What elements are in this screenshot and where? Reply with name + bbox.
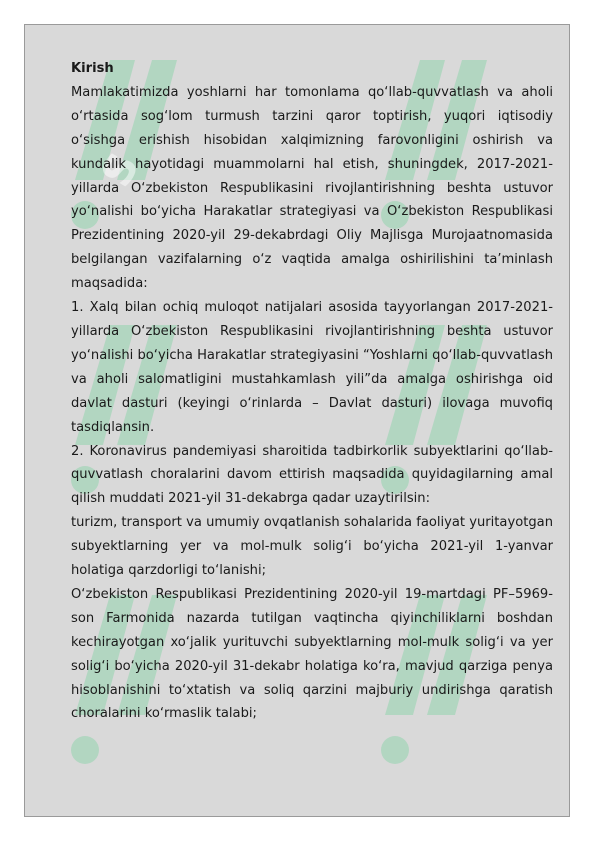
paragraph-decree: O‘zbekiston Respublikasi Prezidentining 2020-yil 19-martdagi PF–5969-son Farmonida nazarda tutilgan vaqtincha qiyinchiliklarni boshdan kechirayotgan xo‘jalik yurituvchi subyektlarning mol-mulk solig‘i va yer solig‘i bo‘yicha 2020-yil 31-dekabr holatiga ko‘ra, mavjud qarziga penya hisoblanishini to‘xtatish va soliq qarzini majburiy undirishga qaratish choralarini ko‘rmaslik talabi;: [71, 586, 553, 722]
document-body: [71, 57, 553, 726]
section-heading: Kirish: [71, 61, 114, 76]
document-page: [24, 24, 570, 817]
paragraph-item-2: 2. Koronavirus pandemiyasi sharoitida tadbirkorlik subyektlarini qo‘llab-quvvatlash choralarini davom ettirish maqsadida quyidagilarning amal qilish muddati 2021-yil 31-dekabrga qadar uzaytirilsin:: [71, 443, 553, 507]
svg-text:S: S: [91, 144, 149, 195]
paragraph-item-1: 1. Xalq bilan ochiq muloqot natijalari asosida tayyorlangan 2017-2021-yillarda O‘zbekiston Respublikasini rivojlantirishning beshta ustuvor yo‘nalishi bo‘yicha Harakatlar strategiyasini “Yoshlarni qo‘llab-quvvatlash va aholi salomatligini mustahkamlash yili”da amalga oshirishga oid davlat dasturi (keyingi o‘rinlarda – Davlat dasturi) ilovaga muvofiq tasdiqlansin.: [71, 300, 553, 435]
paragraph-intro: Mamlakatimizda yoshlarni har tomonlama qo‘llab-quvvatlash va aholi o‘rtasida sog‘lom turmush tarzini qaror toptirish, yuqori iqtisodiy o‘sishga erishish hisobidan xalqimizning farovonligini oshirish va kundalik hayotidagi muammolarni hal etish, shuningdek, 2017-2021-yillarda O‘zbekiston Respublikasini rivojlantirishning beshta ustuvor yo‘nalishi bo‘yicha Harakatlar strategiyasi va O‘zbekiston Respublikasi Prezidentining 2020-yil 29-dekabrdagi Oliy Majlisga Murojaatnomasida belgilangan vazifalarning o‘z vaqtida amalga oshirilishini ta’minlash maqsadida:: [71, 84, 553, 292]
paragraph-tourism: turizm, transport va umumiy ovqatlanish sohalarida faoliyat yuritayotgan subyektlarning yer va mol-mulk solig‘i bo‘yicha 2021-yil 1-yanvar holatiga qarzdorligi to‘lanishi;: [71, 515, 553, 579]
